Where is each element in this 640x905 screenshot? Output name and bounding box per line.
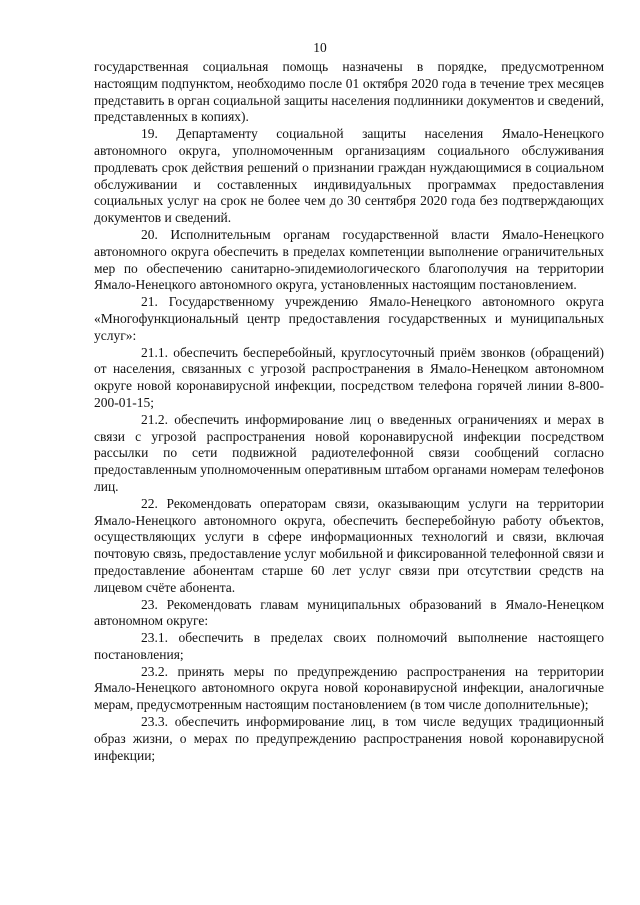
page-number: 10 (313, 40, 327, 55)
paragraph-continuation: государственная социальная помощь назначены в порядке, предусмотренном настоящим подпунктом, необходимо после 01 октября 2020 года в течение трех месяцев представить в орган социальной защиты населения подлинники документов и сведений, представленных в копиях). (94, 59, 604, 125)
paragraph-20: 20. Исполнительным органам государственной власти Ямало-Ненецкого автономного округа обеспечить в пределах компетенции выполнение ограничительных мер по обеспечению санитарно-эпидемиологического благополучия на территории Ямало-Ненецкого автономного округа, установленных настоящим постановлением. (94, 226, 604, 293)
paragraph-23: 23. Рекомендовать главам муниципальных образований в Ямало-Ненецком автономном округе: (94, 596, 604, 629)
paragraph-19: 19. Департаменту социальной защиты населения Ямало-Ненецкого автономного округа, уполномоченным организациям социального обслуживания продлевать срок действия решений о признании граждан нуждающимися в социальном обслуживании и составленных индивидуальных программах предоставления социальных услуг на срок не более чем до 30 сентября 2020 года без подтверждающих документов и сведений. (94, 126, 604, 226)
paragraph-21-1: 21.1. обеспечить бесперебойный, круглосуточный приём звонков (обращений) от населения, связанных с угрозой распространения в Ямало-Ненецком автономном округе новой коронавирусной инфекции, посредством телефона горячей линии 8-800-200-01-15; (94, 344, 604, 410)
paragraph-21-2: 21.2. обеспечить информирование лиц о введенных ограничениях и мерах в связи с угрозой распространения новой коронавирусной инфекции посредством рассылки по сети подвижной радиотелефонной связи сообщений согласно предоставленным уполномоченным оперативным штабом органами номерам телефонов лиц. (94, 411, 604, 494)
paragraph-22: 22. Рекомендовать операторам связи, оказывающим услуги на территории Ямало-Ненецкого автономного округа, обеспечить бесперебойную работу объектов, осуществляющих услуги в сфере информационных технологий и связи, включая почтовую связь, предоставление услуг мобильной и фиксированной телефонной связи и предоставление абонентам старше 60 лет услуг связи при отсутствии средств на лицевом счёте абонента. (94, 495, 604, 595)
paragraph-23-1: 23.1. обеспечить в пределах своих полномочий выполнение настоящего постановления; (94, 630, 604, 662)
document-body (94, 59, 604, 764)
paragraph-23-2: 23.2. принять меры по предупреждению распространения на территории Ямало-Ненецкого автономного округа новой коронавирусной инфекции, аналогичные мерам, предусмотренным настоящим постановлением (в том числе дополнительные); (94, 663, 604, 713)
paragraph-23-3: 23.3. обеспечить информирование лиц, в том числе ведущих традиционный образ жизни, о мерах по предупреждению распространения новой коронавирусной инфекции; (94, 714, 604, 763)
paragraph-21: 21. Государственному учреждению Ямало-Ненецкого автономного округа «Многофункциональный центр предоставления государственных и муниципальных услуг»: (94, 294, 604, 343)
